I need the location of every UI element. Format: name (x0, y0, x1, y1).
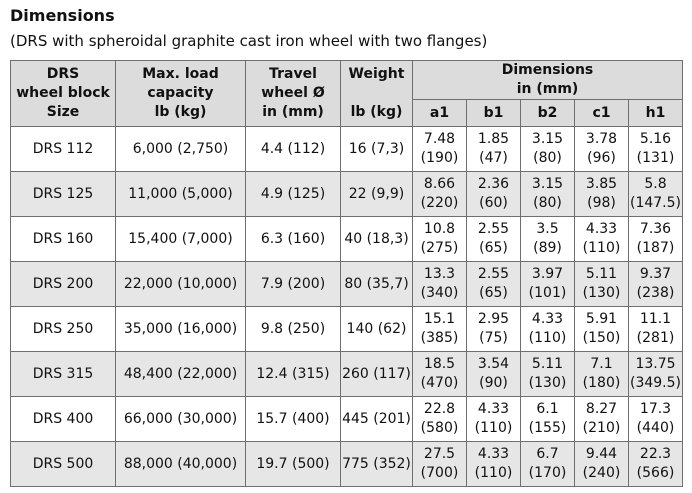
cell-c1-in: 3.78 (585, 131, 618, 147)
cell-a1 (413, 307, 467, 352)
cell-b2-mm: (170) (528, 465, 567, 481)
table-row (11, 127, 683, 172)
cell-a1-in: 13.3 (423, 266, 456, 282)
cell-wheel: 4.9 (125) (246, 172, 341, 217)
cell-h1-mm: (349.5) (629, 375, 681, 391)
cell-h1 (629, 217, 683, 262)
cell-c1 (575, 172, 629, 217)
header-travel-line-1: Travel (269, 66, 317, 82)
cell-b2 (521, 442, 575, 487)
header-size-line-1: DRS (46, 66, 80, 82)
cell-b2 (521, 262, 575, 307)
cell-b2 (521, 217, 575, 262)
cell-b2-in: 3.15 (531, 131, 564, 147)
cell-wheel: 15.7 (400) (246, 397, 341, 442)
cell-b1 (467, 352, 521, 397)
cell-b2 (521, 352, 575, 397)
header-travel-line-3: in (mm) (262, 104, 324, 120)
cell-b1-mm: (60) (479, 195, 508, 211)
header-load-line-1: Max. load (142, 66, 219, 82)
cell-a1 (413, 217, 467, 262)
cell-size: DRS 160 (11, 217, 116, 262)
cell-b2 (521, 397, 575, 442)
dimensions-table (10, 60, 683, 487)
cell-weight: 40 (18,3) (341, 217, 413, 262)
table-row (11, 442, 683, 487)
table-row (11, 352, 683, 397)
cell-b1 (467, 217, 521, 262)
cell-b1-in: 4.33 (477, 446, 510, 462)
table-body (11, 127, 683, 487)
cell-b2-mm: (101) (528, 285, 567, 301)
cell-a1-mm: (190) (420, 150, 459, 166)
cell-c1-mm: (240) (582, 465, 621, 481)
cell-b2-mm: (89) (533, 240, 562, 256)
cell-size: DRS 500 (11, 442, 116, 487)
cell-wheel: 12.4 (315) (246, 352, 341, 397)
cell-h1-in: 5.16 (639, 131, 672, 147)
cell-h1 (629, 172, 683, 217)
cell-c1-in: 4.33 (585, 221, 618, 237)
cell-b2-in: 6.7 (536, 446, 559, 462)
cell-b1 (467, 262, 521, 307)
header-a1: a1 (413, 100, 467, 127)
cell-h1-in: 9.37 (639, 266, 672, 282)
cell-h1-mm: (281) (636, 330, 675, 346)
cell-wheel: 6.3 (160) (246, 217, 341, 262)
cell-b2 (521, 127, 575, 172)
cell-weight: 140 (62) (341, 307, 413, 352)
cell-b1-in: 2.55 (477, 266, 510, 282)
cell-a1-mm: (220) (420, 195, 459, 211)
cell-a1-in: 27.5 (423, 446, 456, 462)
cell-c1-mm: (210) (582, 420, 621, 436)
cell-b2-in: 5.11 (531, 356, 564, 372)
cell-h1-mm: (440) (636, 420, 675, 436)
cell-c1 (575, 217, 629, 262)
cell-b2-mm: (155) (528, 420, 567, 436)
header-load-line-2: capacity (147, 85, 214, 101)
header-dimensions-line-2: in (mm) (516, 81, 579, 97)
cell-b1 (467, 307, 521, 352)
cell-c1-mm: (96) (587, 150, 616, 166)
table-row (11, 172, 683, 217)
cell-a1 (413, 262, 467, 307)
cell-c1-in: 7.1 (590, 356, 613, 372)
cell-load: 66,000 (30,000) (116, 397, 246, 442)
cell-b1 (467, 397, 521, 442)
cell-b2-in: 6.1 (536, 401, 559, 417)
cell-weight: 260 (117) (341, 352, 413, 397)
table-row (11, 397, 683, 442)
table-row (11, 217, 683, 262)
cell-b2-mm: (80) (533, 195, 562, 211)
header-travel-wheel (246, 61, 341, 127)
section-subtitle: (DRS with spheroidal graphite cast iron wheel with two flanges) (10, 32, 488, 50)
cell-load: 11,000 (5,000) (116, 172, 246, 217)
cell-c1 (575, 352, 629, 397)
cell-a1-in: 15.1 (423, 311, 456, 327)
cell-size: DRS 200 (11, 262, 116, 307)
cell-h1-mm: (147.5) (629, 195, 681, 211)
cell-c1-mm: (98) (587, 195, 616, 211)
cell-h1 (629, 352, 683, 397)
cell-c1-in: 8.27 (585, 401, 618, 417)
cell-c1-in: 5.11 (585, 266, 618, 282)
cell-b1-in: 1.85 (477, 131, 510, 147)
header-weight (341, 61, 413, 127)
cell-a1-in: 22.8 (423, 401, 456, 417)
cell-wheel: 7.9 (200) (246, 262, 341, 307)
table-row (11, 307, 683, 352)
cell-c1-mm: (180) (582, 375, 621, 391)
cell-a1 (413, 442, 467, 487)
cell-weight: 80 (35,7) (341, 262, 413, 307)
cell-h1-in: 13.75 (635, 356, 676, 372)
cell-h1-in: 5.8 (644, 176, 667, 192)
cell-b1 (467, 442, 521, 487)
cell-h1-mm: (566) (636, 465, 675, 481)
header-h1: h1 (629, 100, 683, 127)
cell-h1-in: 17.3 (639, 401, 672, 417)
cell-b1-in: 2.36 (477, 176, 510, 192)
cell-h1 (629, 307, 683, 352)
cell-weight: 775 (352) (341, 442, 413, 487)
cell-a1-mm: (470) (420, 375, 459, 391)
cell-c1-mm: (110) (582, 240, 621, 256)
cell-b2-in: 4.33 (531, 311, 564, 327)
cell-c1 (575, 127, 629, 172)
cell-b1-mm: (110) (474, 465, 513, 481)
cell-b2-in: 3.97 (531, 266, 564, 282)
cell-h1-mm: (187) (636, 240, 675, 256)
cell-size: DRS 315 (11, 352, 116, 397)
cell-weight: 22 (9,9) (341, 172, 413, 217)
cell-b2-mm: (80) (533, 150, 562, 166)
header-b1: b1 (467, 100, 521, 127)
cell-c1 (575, 262, 629, 307)
cell-size: DRS 250 (11, 307, 116, 352)
cell-b2 (521, 172, 575, 217)
cell-a1-mm: (700) (420, 465, 459, 481)
cell-b1 (467, 172, 521, 217)
cell-c1 (575, 442, 629, 487)
header-dimensions-line-1: Dimensions (501, 62, 594, 78)
cell-c1-mm: (130) (582, 285, 621, 301)
cell-a1-mm: (385) (420, 330, 459, 346)
cell-a1-in: 18.5 (423, 356, 456, 372)
cell-c1 (575, 307, 629, 352)
cell-h1 (629, 442, 683, 487)
cell-size: DRS 125 (11, 172, 116, 217)
table-row (11, 262, 683, 307)
cell-a1-in: 8.66 (423, 176, 456, 192)
cell-b1-mm: (65) (479, 285, 508, 301)
cell-h1 (629, 397, 683, 442)
cell-c1-in: 9.44 (585, 446, 618, 462)
cell-b2 (521, 307, 575, 352)
cell-load: 88,000 (40,000) (116, 442, 246, 487)
cell-load: 6,000 (2,750) (116, 127, 246, 172)
cell-a1-in: 10.8 (423, 221, 456, 237)
cell-h1 (629, 262, 683, 307)
cell-b2-in: 3.5 (536, 221, 559, 237)
header-weight-line-2: lb (kg) (350, 104, 403, 120)
cell-a1-mm: (340) (420, 285, 459, 301)
cell-b2-mm: (110) (528, 330, 567, 346)
header-travel-line-2: wheel Ø (261, 85, 325, 101)
cell-a1 (413, 352, 467, 397)
cell-weight: 16 (7,3) (341, 127, 413, 172)
cell-b1-mm: (65) (479, 240, 508, 256)
cell-b1-mm: (47) (479, 150, 508, 166)
cell-load: 48,400 (22,000) (116, 352, 246, 397)
cell-h1-in: 22.3 (639, 446, 672, 462)
cell-b1 (467, 127, 521, 172)
cell-size: DRS 112 (11, 127, 116, 172)
cell-a1 (413, 127, 467, 172)
header-weight-line-1: Weight (348, 66, 405, 82)
cell-b1-mm: (75) (479, 330, 508, 346)
section-title: Dimensions (10, 6, 115, 25)
cell-h1 (629, 127, 683, 172)
header-load-line-3: lb (kg) (154, 104, 207, 120)
cell-wheel: 19.7 (500) (246, 442, 341, 487)
header-weight-spacer (341, 84, 412, 103)
cell-b1-in: 2.95 (477, 311, 510, 327)
header-size-line-3: Size (46, 104, 80, 120)
cell-c1-mm: (150) (582, 330, 621, 346)
cell-load: 22,000 (10,000) (116, 262, 246, 307)
cell-b2-mm: (130) (528, 375, 567, 391)
header-b2: b2 (521, 100, 575, 127)
header-size-line-2: wheel block (16, 85, 110, 101)
header-c1: c1 (575, 100, 629, 127)
cell-wheel: 9.8 (250) (246, 307, 341, 352)
header-load (116, 61, 246, 127)
cell-b1-in: 2.55 (477, 221, 510, 237)
cell-c1-in: 3.85 (585, 176, 618, 192)
cell-weight: 445 (201) (341, 397, 413, 442)
cell-c1-in: 5.91 (585, 311, 618, 327)
cell-load: 35,000 (16,000) (116, 307, 246, 352)
cell-wheel: 4.4 (112) (246, 127, 341, 172)
cell-a1-mm: (580) (420, 420, 459, 436)
cell-size: DRS 400 (11, 397, 116, 442)
cell-b1-mm: (110) (474, 420, 513, 436)
cell-c1 (575, 397, 629, 442)
cell-b1-in: 3.54 (477, 356, 510, 372)
cell-a1-in: 7.48 (423, 131, 456, 147)
cell-h1-in: 11.1 (639, 311, 672, 327)
cell-h1-in: 7.36 (639, 221, 672, 237)
cell-a1-mm: (275) (420, 240, 459, 256)
header-size (11, 61, 116, 127)
cell-a1 (413, 172, 467, 217)
cell-b1-in: 4.33 (477, 401, 510, 417)
cell-b2-in: 3.15 (531, 176, 564, 192)
cell-load: 15,400 (7,000) (116, 217, 246, 262)
cell-h1-mm: (238) (636, 285, 675, 301)
cell-h1-mm: (131) (636, 150, 675, 166)
header-dimensions (413, 61, 683, 100)
cell-b1-mm: (90) (479, 375, 508, 391)
cell-a1 (413, 397, 467, 442)
